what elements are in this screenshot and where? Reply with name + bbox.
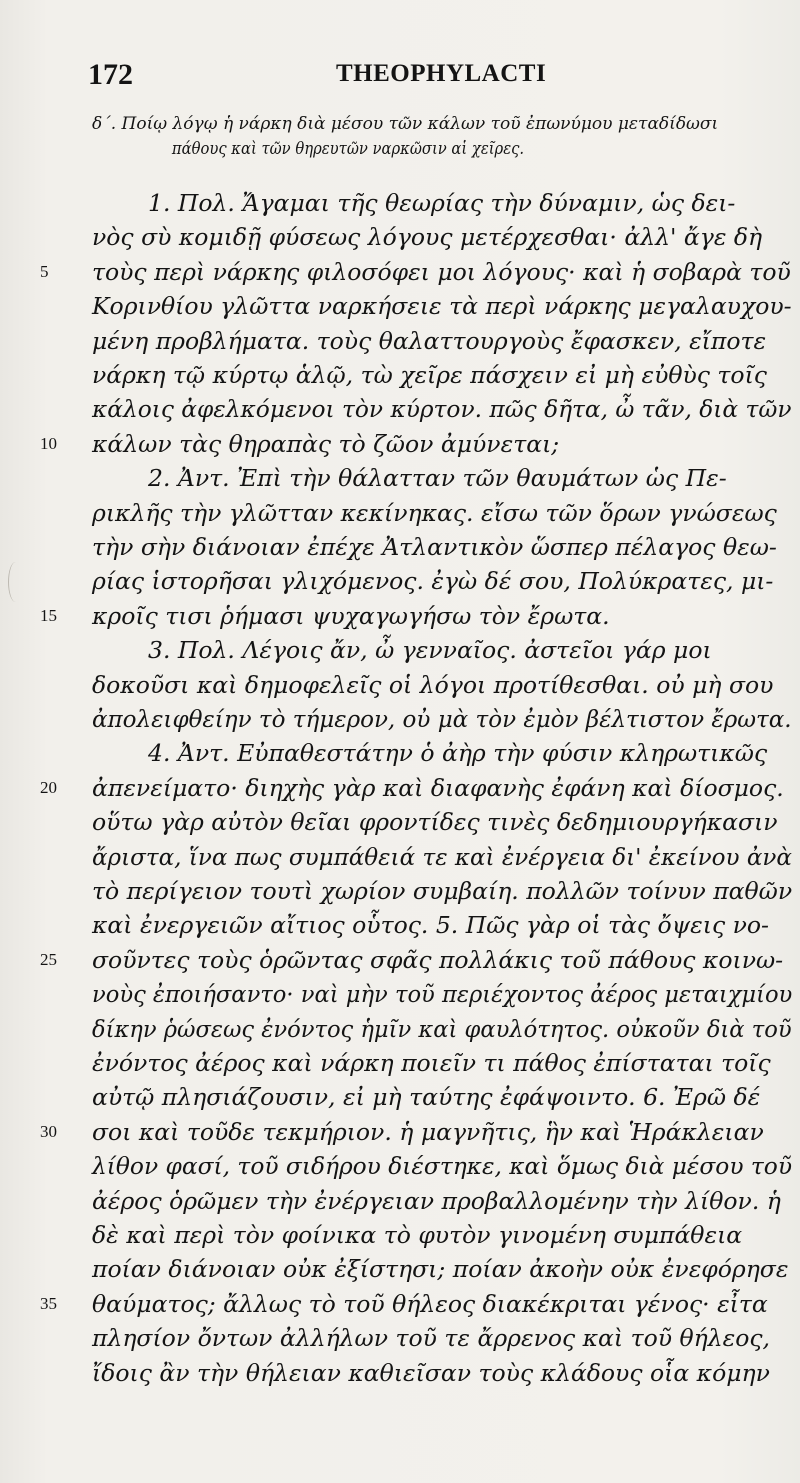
line-number: 5 [40, 262, 49, 281]
text-line: δίκην ῥώσεως ἐνόντος ἡμῖν καὶ φαυλότητος. οὐκοῦν διὰ τοῦ [92, 1015, 792, 1043]
text-line: 2. Ἀντ. Ἐπὶ τὴν θάλατταν τῶν θαυμάτων ὡς Πε- [148, 464, 727, 492]
text-line: τὸ περίγειον τουτὶ χωρίον συμβαίη. πολλῶν τοίνυν παθῶν [92, 877, 793, 905]
text-line: ἀπολειφθείην τὸ τήμερον, οὐ μὰ τὸν ἐμὸν βέλτιστον ἔρωτα. [92, 705, 792, 733]
text-line: λίθον φασί, τοῦ σιδήρου διέστηκε, καὶ ὅμως διὰ μέσου τοῦ [92, 1152, 792, 1180]
text-line: κροῖς τισι ῥήμασι ψυχαγωγήσω τὸν ἔρωτα. [92, 602, 610, 630]
page-header [88, 58, 788, 98]
section-title [92, 112, 792, 162]
text-line: αὐτῷ πλησιάζουσιν, εἰ μὴ ταύτης ἐφάψοιντο. 6. Ἐρῶ δέ [92, 1083, 761, 1111]
text-line: νοὺς ἐποιήσαντο· ναὶ μὴν τοῦ περιέχοντος ἀέρος μεταιχμίου [92, 980, 793, 1008]
text-line: ἀπενείματο· διηχὴς γὰρ καὶ διαφανὴς ἐφάνη καὶ δίοσμος. [92, 774, 784, 802]
text-line: 4. Ἀντ. Εὐπαθεστάτην ὁ ἀὴρ τὴν φύσιν κληρωτικῶς [148, 739, 768, 767]
text-line: ρίας ἱστορῆσαι γλιχόμενος. ἐγὼ δέ σου, Πολύκρατες, μι- [92, 567, 774, 595]
line-number: 25 [40, 950, 57, 969]
line-number: 20 [40, 778, 57, 797]
text-line: ἐνόντος ἀέρος καὶ νάρκη ποιεῖν τι πάθος ἐπίσταται τοῖς [92, 1049, 771, 1077]
text-line: ποίαν διάνοιαν οὐκ ἐξίστησι; ποίαν ἀκοὴν οὐκ ἐνεφόρησε [92, 1255, 789, 1283]
line-number: 30 [40, 1122, 57, 1141]
text-line: 1. Πολ. Ἄγαμαι τῆς θεωρίας τὴν δύναμιν, ὡς δει- [148, 189, 736, 217]
text-line: δοκοῦσι καὶ δημοφελεῖς οἱ λόγοι προτίθεσθαι. οὐ μὴ σου [92, 671, 774, 699]
text-line: σοῦντες τοὺς ὁρῶντας σφᾶς πολλάκις τοῦ πάθους κοινω- [92, 946, 784, 974]
line-number: 10 [40, 434, 57, 453]
text-line: καὶ ἐνεργειῶν αἴτιος οὗτος. 5. Πῶς γὰρ οἱ τὰς ὄψεις νο- [92, 911, 769, 939]
text-line: τὴν σὴν διάνοιαν ἐπέχε Ἀτλαντικὸν ὥσπερ πέλαγος θεω- [92, 533, 777, 561]
text-line: τοὺς περὶ νάρκης φιλοσόφει μοι λόγους· καὶ ἡ σοβαρὰ τοῦ [92, 258, 791, 286]
text-line: κάλων τὰς θηραπὰς τὸ ζῶον ἀμύνεται; [92, 430, 560, 458]
text-line: ρικλῆς τὴν γλῶτταν κεκίνηκας. εἴσω τῶν ὅρων γνώσεως [92, 499, 777, 527]
page-number: 172 [88, 58, 133, 91]
text-line: νάρκη τῷ κύρτῳ ἁλῷ, τὼ χεῖρε πάσχειν εἰ μὴ εὐθὺς τοῖς [92, 361, 767, 389]
margin-bracket-mark [8, 562, 23, 602]
text-line: ἀέρος ὁρῶμεν τὴν ἐνέργειαν προβαλλομένην τὴν λίθον. ἡ [92, 1187, 781, 1215]
section-title-line: πάθους καὶ τῶν θηρευτῶν ναρκῶσιν αἱ χεῖρες. [171, 139, 525, 159]
text-line: κάλοις ἀφελκόμενοι τὸν κύρτον. πῶς δῆτα, ὦ τᾶν, διὰ τῶν [92, 395, 792, 423]
section-title-line: δ΄. Ποίῳ λόγῳ ἡ νάρκη διὰ μέσου τῶν κάλων τοῦ ἐπωνύμου μεταδίδωσι [92, 114, 719, 134]
text-line: θαύματος; ἄλλως τὸ τοῦ θήλεος διακέκριται γένος· εἶτα [92, 1290, 768, 1318]
text-line: Κορινθίου γλῶττα ναρκήσειε τὰ περὶ νάρκης μεγαλαυχου- [92, 292, 792, 320]
text-line: οὕτω γὰρ αὐτὸν θεῖαι φροντίδες τινὲς δεδημιουργήκασιν [92, 808, 778, 836]
line-number: 35 [40, 1294, 57, 1313]
text-line: δὲ καὶ περὶ τὸν φοίνικα τὸ φυτὸν γινομένη συμπάθεια [92, 1221, 743, 1249]
line-number: 15 [40, 606, 57, 625]
text-line: σοι καὶ τοῦδε τεκμήριον. ἡ μαγνῆτις, ἣν καὶ Ἡράκλειαν [92, 1118, 764, 1146]
text-line: ἴδοις ἂν τὴν θήλειαν καθιεῖσαν τοὺς κλάδους οἷα κόμην [92, 1359, 770, 1387]
text-line: νὸς σὺ κομιδῇ φύσεως λόγους μετέρχεσθαι· ἀλλ' ἄγε δὴ [92, 223, 763, 251]
running-head: THEOPHYLACTI [336, 60, 547, 87]
text-line: πλησίον ὄντων ἀλλήλων τοῦ τε ἄρρενος καὶ τοῦ θήλεος, [92, 1324, 771, 1352]
text-line: ἄριστα, ἵνα πως συμπάθειά τε καὶ ἐνέργεια δι' ἐκείνου ἀνὰ [92, 843, 793, 871]
text-line: μένη προβλήματα. τοὺς θαλαττουργοὺς ἔφασκεν, εἴποτε [92, 327, 767, 355]
text-line: 3. Πολ. Λέγοις ἄν, ὦ γενναῖος. ἀστεῖοι γάρ μοι [148, 636, 712, 664]
